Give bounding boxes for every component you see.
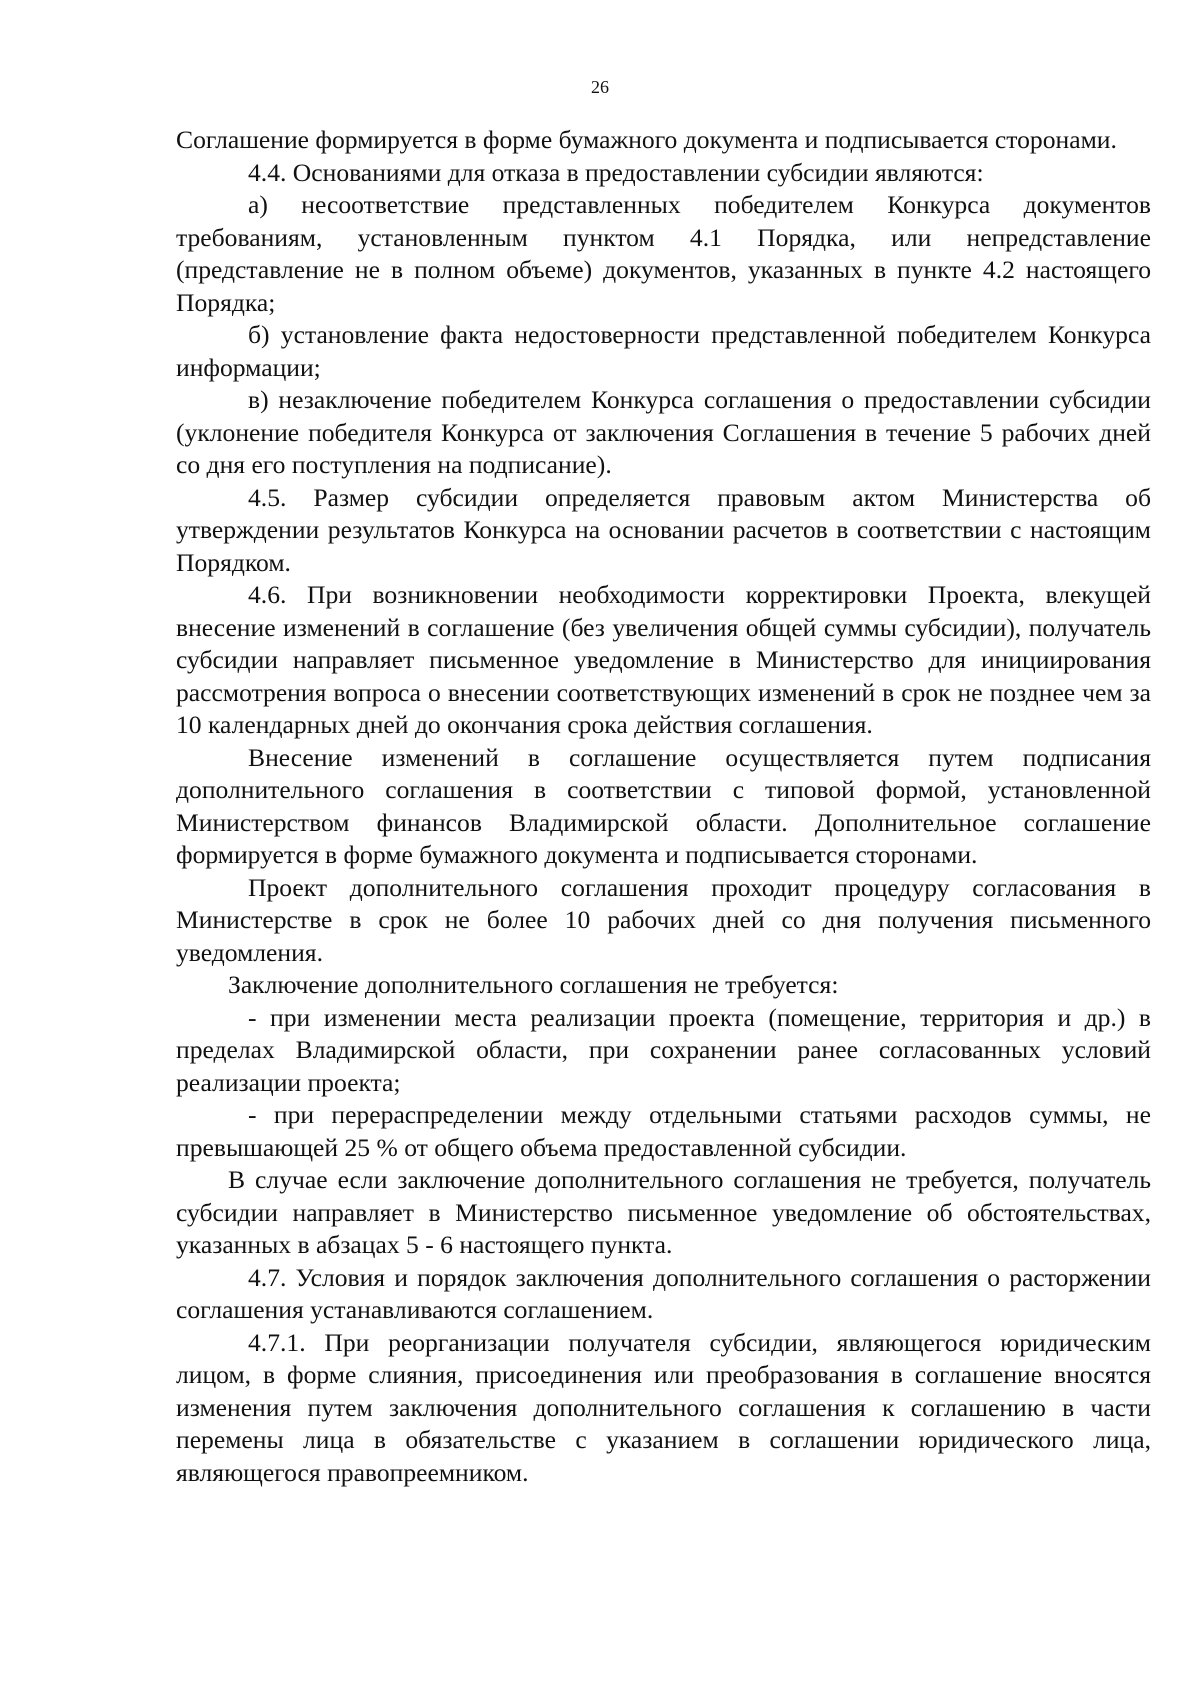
paragraph-amendment-procedure: Внесение изменений в соглашение осуществляется путем подписания дополнительного соглашения в соответствии с типовой формой, установленной Министерством финансов Владимирской области. Дополнительное соглашение формируется в форме бумажного документа и подписывается сторонами.: [176, 742, 1151, 869]
page-number: 26: [591, 77, 609, 97]
paragraph-agreement-form: Соглашение формируется в форме бумажного документа и подписывается сторонами.: [176, 125, 1117, 154]
paragraph-4-7: 4.7. Условия и порядок заключения дополнительного соглашения о расторжении соглашения устанавливаются соглашением.: [176, 1262, 1151, 1324]
paragraph-approval-procedure: Проект дополнительного соглашения проходит процедуру согласования в Министерстве в срок не более 10 рабочих дней со дня получения письменного уведомления.: [176, 872, 1151, 967]
paragraph-4-6: 4.6. При возникновении необходимости корректировки Проекта, влекущей внесение изменений в соглашение (без увеличения общей суммы субсидии), получатель субсидии направляет письменное уведомление в Министерство для инициирования рассмотрения вопроса о внесении соответствующих изменений в срок не позднее чем за 10 календарных дней до окончания срока действия соглашения.: [176, 580, 1151, 739]
document-body: [176, 124, 1151, 1489]
paragraph-notification: В случае если заключение дополнительного соглашения не требуется, получатель субсидии направляет в Министерство письменное уведомление об обстоятельствах, указанных в абзацах 5 - 6 настоящего пункта.: [176, 1165, 1151, 1259]
paragraph-4-4: 4.4. Основаниями для отказа в предоставлении субсидии являются:: [248, 157, 984, 187]
paragraph-4-5: 4.5. Размер субсидии определяется правовым актом Министерства об утверждении результатов Конкурса на основании расчетов в соответствии с настоящим Порядком.: [176, 482, 1151, 577]
paragraph-4-4-v: в) незаключение победителем Конкурса соглашения о предоставлении субсидии (уклонение победителя Конкурса от заключения Соглашения в течение 5 рабочих дней со дня его поступления на подписание).: [176, 385, 1151, 479]
paragraph-4-4-a: а) несоответствие представленных победителем Конкурса документов требованиям, установленным пунктом 4.1 Порядка, или непредставление (представление не в полном объеме) документов, указанных в пункте 4.2 настоящего Порядка;: [176, 190, 1151, 317]
paragraph-not-required-location: - при изменении места реализации проекта (помещение, территория и др.) в пределах Владимирской области, при сохранении ранее согласованных условий реализации проекта;: [176, 1002, 1151, 1097]
paragraph-not-required-redistribution: - при перераспределении между отдельными статьями расходов суммы, не превышающей 25 % от общего объема предоставленной субсидии.: [176, 1100, 1151, 1162]
paragraph-not-required: Заключение дополнительного соглашения не требуется:: [228, 970, 839, 999]
paragraph-4-4-b: б) установление факта недостоверности представленной победителем Конкурса информации;: [176, 320, 1151, 382]
paragraph-4-7-1: 4.7.1. При реорганизации получателя субсидии, являющегося юридическим лицом, в форме слияния, присоединения или преобразования в соглашение вносятся изменения путем заключения дополнительного соглашения к соглашению в части перемены лица в обязательстве с указанием в соглашении юридического лица, являющегося правопреемником.: [176, 1327, 1151, 1487]
